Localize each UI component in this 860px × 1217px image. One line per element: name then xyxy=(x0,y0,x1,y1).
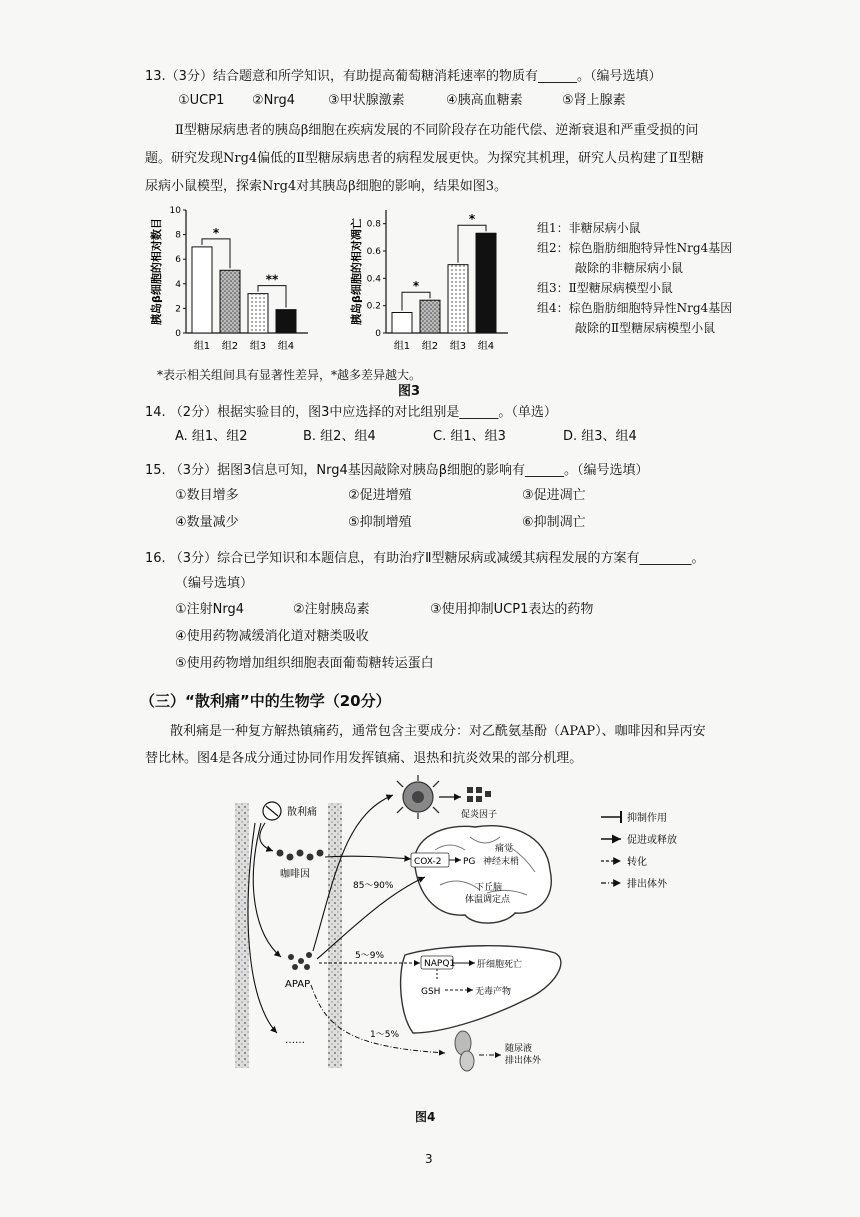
q15-option: ④数量减少 xyxy=(175,515,239,530)
q15-option: ③促进凋亡 xyxy=(522,488,586,503)
urine-label: 随尿液 xyxy=(505,1044,533,1054)
drug-label: 散利痛 xyxy=(287,807,317,818)
chart-y-tick-label: 0.4 xyxy=(366,274,381,285)
chart-bar xyxy=(192,247,212,333)
fig3-legend xyxy=(537,218,732,338)
fig4-diagram xyxy=(225,775,725,1075)
pct-1-5-label: 1～5% xyxy=(370,1030,400,1040)
chart-bar xyxy=(248,294,268,333)
legend-excrete: 排出体外 xyxy=(627,879,667,890)
excreted-label: 排出体外 xyxy=(505,1056,542,1066)
q16-option: ⑤使用药物增加组织细胞表面葡萄糖转运蛋白 xyxy=(175,656,434,671)
chart-x-tick-label: 组2 xyxy=(421,341,439,352)
ellipsis-label: …… xyxy=(285,1035,305,1046)
chart-bar xyxy=(476,233,496,333)
apap-label: APAP xyxy=(285,979,311,990)
chart-significance-label: ** xyxy=(265,272,279,287)
q16-option: ④使用药物减缓消化道对糖类吸收 xyxy=(175,629,369,644)
chart-significance-label: * xyxy=(468,212,476,227)
chart-y-tick-label: 0.2 xyxy=(366,301,381,312)
fig3-legend-item: 组3：Ⅱ型糖尿病模型小鼠 xyxy=(537,281,673,295)
pill-icon xyxy=(263,802,281,820)
section3-line: 散利痛是一种复方解热镇痛药，通常包含主要成分：对乙酰氨基酚（APAP）、咖啡因和异丙安 xyxy=(170,724,706,739)
chart-x-tick-label: 组4 xyxy=(477,341,495,352)
q14-option-a: A. 组1、组2 xyxy=(175,429,248,444)
section3-line: 替比林。图4是各成分通过协同作用发挥镇痛、退热和抗炎效果的部分机理。 xyxy=(145,751,583,766)
nontoxic-label: 无毒产物 xyxy=(475,987,512,997)
q15-option: ②促进增殖 xyxy=(348,488,412,503)
q13-option: ①UCP1 xyxy=(178,93,225,108)
q16-option: ③使用抑制UCP1表达的药物 xyxy=(430,602,594,617)
gsh-label: GSH xyxy=(421,987,441,997)
q15-option: ⑥抑制凋亡 xyxy=(522,515,586,530)
cox2-label: COX-2 xyxy=(414,857,442,867)
factor-label: 促炎因子 xyxy=(461,810,498,820)
pct-85-label: 85～90% xyxy=(353,881,394,891)
fig3-legend-item: 组1：非糖尿病小鼠 xyxy=(537,221,641,235)
q14-option-c: C. 组1、组3 xyxy=(433,429,506,444)
apap-molecules-icon xyxy=(288,952,312,970)
chart-y-tick-label: 8 xyxy=(175,230,181,241)
legend-promote: 促进或释放 xyxy=(627,835,677,846)
chart-y-tick-label: 0 xyxy=(375,329,381,339)
fig3-legend-item: 敲除的Ⅱ型糖尿病模型小鼠 xyxy=(575,321,716,335)
q13-option: ④胰高血糖素 xyxy=(446,93,523,108)
fig3-legend-item: 敲除的非糖尿病小鼠 xyxy=(575,261,684,275)
q15-option: ⑤抑制增殖 xyxy=(348,515,412,530)
q15-stem: 15. （3分）据图3信息可知，Nrg4基因敲除对胰岛β细胞的影响有______。（编号选填） xyxy=(145,463,649,478)
section3-title: （三）“散利痛”中的生物学（20分） xyxy=(140,692,391,710)
hypothalamus-label: 下丘脑 xyxy=(475,883,503,893)
fig3-caption: 图3 xyxy=(398,384,421,399)
chart-significance-label: * xyxy=(212,225,220,240)
caffeine-label: 咖啡因 xyxy=(280,869,310,880)
chart-bar xyxy=(392,313,412,334)
q15-option: ①数目增多 xyxy=(175,488,239,503)
chart-significance-label: * xyxy=(412,279,420,294)
chart-y-tick-label: 0 xyxy=(175,329,181,339)
chart-y-tick-label: 6 xyxy=(175,255,181,266)
chart-y-tick-label: 10 xyxy=(169,206,181,216)
fig3-legend-item: 组2：棕色脂肪细胞特异性Nrg4基因 xyxy=(537,241,733,255)
chart-y-label: 胰岛β细胞的相对数目 xyxy=(150,218,163,325)
q16-stem: 16. （3分）综合已学知识和本题信息，有助治疗Ⅱ型糖尿病或减缓其病程发展的方案有________。 xyxy=(145,551,705,566)
q14-option-b: B. 组2、组4 xyxy=(303,429,376,444)
q13-option: ②Nrg4 xyxy=(252,93,296,108)
q14-option-d: D. 组3、组4 xyxy=(563,429,637,444)
intro-line: 尿病小鼠模型，探索Nrg4对其胰岛β细胞的影响，结果如图3。 xyxy=(145,179,507,194)
gut-wall-left xyxy=(235,803,249,1068)
chart-y-tick-label: 0.6 xyxy=(366,247,381,257)
q16-option: ①注射Nrg4 xyxy=(175,602,245,617)
cytokine-icon xyxy=(467,787,491,802)
fig4-legend xyxy=(601,811,677,890)
setpoint-label: 体温调定点 xyxy=(465,895,511,905)
pct-5-9-label: 5～9% xyxy=(355,951,385,961)
chart-y-tick-label: 4 xyxy=(175,279,181,290)
chart-x-tick-label: 组4 xyxy=(277,341,295,352)
fig3-chart-apoptosis xyxy=(350,200,530,365)
caffeine-molecules-icon xyxy=(277,850,324,861)
legend-inhibit: 抑制作用 xyxy=(627,813,667,824)
chart-y-label: 胰岛β细胞的相对凋亡 xyxy=(350,218,363,325)
fig3-note: *表示相关组间具有显著性差异，*越多差异越大。 xyxy=(157,368,422,382)
kidney-icon xyxy=(455,1031,474,1071)
q16-sub: （编号选填） xyxy=(175,576,254,591)
chart-x-tick-label: 组2 xyxy=(221,341,239,352)
napqi-label: NAPQ1 xyxy=(424,959,456,969)
chart-bar xyxy=(420,300,440,333)
chart-bar xyxy=(220,270,240,333)
fig3-chart-cell-count xyxy=(150,200,330,365)
legend-convert: 转化 xyxy=(627,857,647,868)
chart-bar xyxy=(276,310,296,333)
chart-y-tick-label: 0.8 xyxy=(366,219,381,230)
q14-stem: 14. （2分）根据实验目的，图3中应选择的对比组别是______。（单选） xyxy=(145,405,557,420)
chart-x-tick-label: 组1 xyxy=(393,341,411,352)
brain-icon xyxy=(415,826,552,923)
q16-option: ②注射胰岛素 xyxy=(293,602,370,617)
immune-cell-icon xyxy=(397,775,439,819)
chart-x-tick-label: 组3 xyxy=(449,341,467,352)
q13-stem: 13.（3分）结合题意和所学知识，有助提高葡萄糖消耗速率的物质有______。（编号选填） xyxy=(145,69,662,84)
nerve-label: 神经末梢 xyxy=(483,857,520,867)
chart-x-tick-label: 组3 xyxy=(249,341,267,352)
pain-label: 痛觉 xyxy=(495,844,514,854)
chart-x-tick-label: 组1 xyxy=(193,341,211,352)
chart-bar xyxy=(448,265,468,333)
intro-line: Ⅱ型糖尿病患者的胰岛β细胞在疾病发展的不同阶段存在功能代偿、逆渐衰退和严重受损的问 xyxy=(175,123,699,138)
page-number: 3 xyxy=(425,1152,433,1166)
chart-y-tick-label: 2 xyxy=(175,304,181,315)
liver-death-label: 肝细胞死亡 xyxy=(477,960,523,970)
fig3-legend-item: 组4：棕色脂肪细胞特异性Nrg4基因 xyxy=(537,301,733,315)
q13-option: ⑤肾上腺素 xyxy=(562,93,626,108)
q13-option: ③甲状腺激素 xyxy=(328,93,405,108)
fig4-caption: 图4 xyxy=(415,1110,436,1124)
pg-label: PG xyxy=(463,857,476,867)
intro-line: 题。研究发现Nrg4偏低的Ⅱ型糖尿病患者的病程发展更快。为探究其机理，研究人员构建了Ⅱ型糖 xyxy=(145,151,704,166)
